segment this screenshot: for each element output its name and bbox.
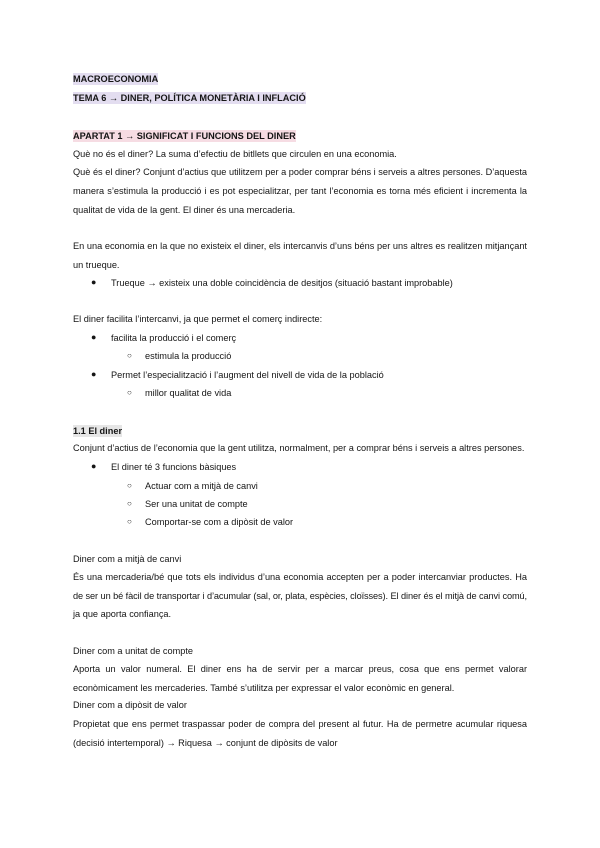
sub-list-item: estimula la producció <box>145 351 232 361</box>
sub-list-item: Ser una unitat de compte <box>145 499 248 509</box>
paragraph-line: Conjunt d’actius de l’economia que la gent utilitza, normalment, per a comprar béns i serveis a altres persones. <box>73 443 525 453</box>
topic-heading: TEMA 6 → DINER, POLÍTICA MONETÀRIA I INFLACIÓ <box>73 93 306 103</box>
paragraph-line: un trueque. <box>73 260 120 270</box>
paragraph-line: manera s’estimula la producció i es pot especialitzar, per tant l’economia es torna més eficient i incrementa la <box>73 186 527 196</box>
paragraph-line: qualitat de vida de la gent. El diner és una mercaderia. <box>73 205 296 215</box>
subheading: Diner com a mitjà de canvi <box>73 554 182 564</box>
paragraph-line: En una economia en la que no existeix el diner, els intercanvis d’uns béns per uns altres es realitzen mitjançant <box>73 241 527 251</box>
paragraph-line: Propietat que ens permet traspassar poder de compra del present al futur. Ha de permetre acumular riquesa <box>73 719 527 729</box>
circle-bullet-icon: ○ <box>127 517 132 526</box>
bullet-icon: ● <box>91 461 97 471</box>
circle-bullet-icon: ○ <box>127 388 132 397</box>
subheading: Diner com a dipòsit de valor <box>73 700 187 710</box>
bullet-icon: ● <box>91 332 97 342</box>
list-item: El diner té 3 funcions bàsiques <box>111 462 237 472</box>
paragraph-line: econòmicament les mercaderies. També s’utilitza per expressar el valor econòmic en general. <box>73 683 455 693</box>
paragraph-line: Què és el diner? Conjunt d’actius que utilitzem per a poder comprar béns i serveis a altres persones. D’aquesta <box>73 167 527 177</box>
sub-list-item: millor qualitat de vida <box>145 388 232 398</box>
paragraph-line: de ser un bé fàcil de transportar i d’acumular (sal, or, plata, espècies, cloïsses). El diner és el mitjà de canvi comú, <box>73 591 527 601</box>
list-item: facilita la producció i el comerç <box>111 333 237 343</box>
paragraph-line: Aporta un valor numeral. El diner ens ha de servir per a marcar preus, cosa que ens permet valorar <box>73 664 527 674</box>
bullet-icon: ● <box>91 277 97 287</box>
sub-list-item: Comportar-se com a dipòsit de valor <box>145 517 294 527</box>
sub-list-item: Actuar com a mitjà de canvi <box>145 481 258 491</box>
paragraph-line: ja que aporta confiança. <box>73 609 172 619</box>
paragraph-line: És una mercaderia/bé que tots els individus d’una economia accepten per a poder intercanviar productes. Ha <box>73 572 527 582</box>
paragraph-line: (decisió intertemporal) → Riquesa → conjunt de dipòsits de valor <box>73 738 338 748</box>
subject-heading: MACROECONOMIA <box>73 74 159 84</box>
circle-bullet-icon: ○ <box>127 499 132 508</box>
list-item: Permet l’especialització i l’augment del nivell de vida de la població <box>111 370 384 380</box>
circle-bullet-icon: ○ <box>127 351 132 360</box>
bullet-icon: ● <box>91 369 97 379</box>
paragraph-line: El diner facilita l’intercanvi, ja que permet el comerç indirecte: <box>73 314 323 324</box>
paragraph-line: Què no és el diner? La suma d’efectiu de bitllets que circulen en una economia. <box>73 149 397 159</box>
section-1-1-title: 1.1 El diner <box>73 426 123 436</box>
section-1-title: APARTAT 1 → SIGNIFICAT I FUNCIONS DEL DINER <box>73 131 296 141</box>
circle-bullet-icon: ○ <box>127 481 132 490</box>
subheading: Diner com a unitat de compte <box>73 646 194 656</box>
list-item: Trueque → existeix una doble coincidència de desitjos (situació bastant improbable) <box>111 278 453 288</box>
